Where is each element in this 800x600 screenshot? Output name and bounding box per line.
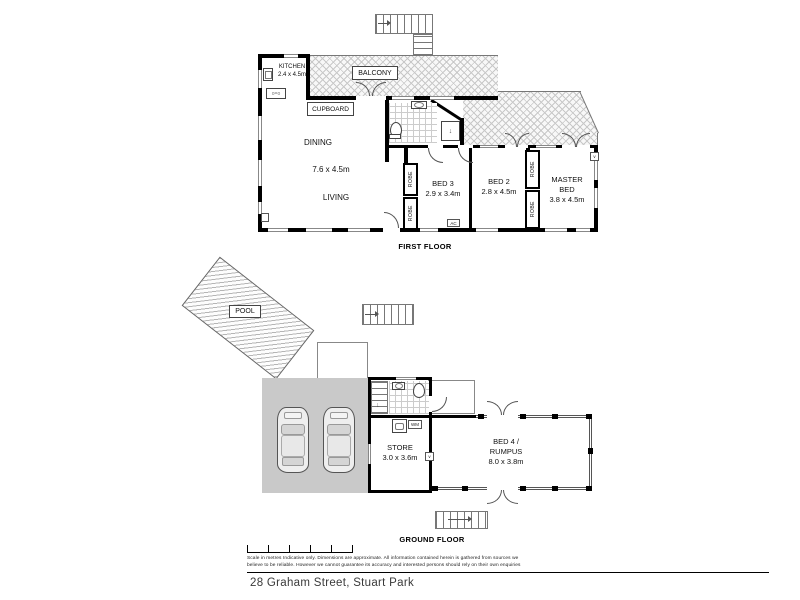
window bbox=[536, 145, 556, 148]
exterior-stairs-lower-icon bbox=[435, 511, 488, 529]
window bbox=[306, 228, 332, 232]
wall-post bbox=[586, 414, 592, 419]
verandah-top-edge bbox=[498, 91, 581, 92]
wall bbox=[368, 377, 371, 418]
window bbox=[420, 228, 438, 232]
toilet-tank-icon bbox=[389, 134, 401, 139]
robe-label: ROBE bbox=[407, 171, 414, 188]
car-rear-window bbox=[328, 457, 350, 466]
pool-label-box: POOL bbox=[229, 305, 261, 318]
verandah-right-edge bbox=[597, 133, 598, 145]
living-dining-dims: 7.6 x 4.5m bbox=[312, 165, 350, 174]
vent-marker: v bbox=[425, 452, 434, 461]
car-rear-window bbox=[282, 457, 304, 466]
disclaimer-line2: believe to be reliable. However we cannot guarantee its accuracy and interested persons should rely on their own enquiries bbox=[247, 563, 521, 568]
internal-stairs-icon bbox=[371, 381, 388, 414]
car-roof bbox=[281, 435, 305, 457]
gf-sink-icon bbox=[392, 382, 405, 390]
stove-icon: o=o bbox=[266, 88, 286, 99]
door-arc bbox=[487, 401, 502, 415]
cupboard-label-box: CUPBOARD bbox=[307, 102, 354, 116]
door-arc bbox=[428, 148, 443, 163]
door-arc bbox=[487, 490, 502, 504]
wall bbox=[368, 490, 432, 493]
wall-post bbox=[520, 414, 526, 419]
wall-post bbox=[586, 486, 592, 491]
first-floor-title: FIRST FLOOR bbox=[398, 242, 452, 251]
window bbox=[284, 54, 298, 58]
wall-post bbox=[432, 486, 438, 491]
disclaimer-line1: Scale in metres Indicative only. Dimensions are approximate. All information contained herein is gathered from sources we bbox=[247, 556, 519, 561]
deck-outline bbox=[317, 342, 368, 379]
gf-toilet-icon bbox=[413, 383, 425, 398]
robe-label: ROBE bbox=[529, 161, 536, 178]
window bbox=[545, 228, 567, 232]
wall-marker bbox=[261, 213, 269, 222]
wm-label-box: WM bbox=[408, 420, 422, 429]
window bbox=[268, 228, 288, 232]
stair-direction-arrow-icon bbox=[468, 516, 472, 522]
window bbox=[430, 96, 454, 100]
robe-label: ROBE bbox=[407, 205, 414, 222]
robe-label: ROBE bbox=[529, 201, 536, 218]
stairs-down-arrow-icon: ↓ bbox=[376, 402, 380, 409]
stair-direction-line bbox=[378, 23, 387, 24]
stair-direction-line bbox=[365, 314, 375, 315]
window bbox=[396, 377, 416, 380]
car-windshield bbox=[327, 424, 351, 435]
stair-direction-arrow-icon bbox=[375, 311, 379, 317]
balcony-top-edge bbox=[310, 55, 498, 56]
living-label: LIVING bbox=[322, 193, 350, 202]
door-opening bbox=[487, 415, 518, 418]
exterior-stairs-upper-turn-icon bbox=[413, 34, 433, 56]
car-roof bbox=[327, 435, 351, 457]
wall-post bbox=[520, 486, 526, 491]
door-arc bbox=[503, 490, 518, 504]
car-hood bbox=[330, 412, 348, 419]
car-icon bbox=[323, 407, 355, 473]
bed4-rumpus-label: BED 4 / RUMPUS 8.0 x 3.8m bbox=[488, 437, 524, 466]
robe-closet bbox=[403, 197, 418, 230]
car-icon bbox=[277, 407, 309, 473]
wall bbox=[368, 415, 432, 418]
window bbox=[392, 96, 414, 100]
door-arc bbox=[384, 212, 399, 228]
stair-direction-arrow-icon bbox=[387, 20, 391, 26]
scale-bar bbox=[247, 545, 353, 553]
bed2-label: BED 2 2.8 x 4.5m bbox=[481, 177, 517, 196]
wall-post bbox=[552, 486, 558, 491]
master-bed-label: MASTER BED 3.8 x 4.5m bbox=[549, 175, 585, 204]
wall bbox=[460, 118, 464, 145]
door-opening bbox=[356, 96, 386, 100]
wall-post bbox=[462, 486, 468, 491]
ac-unit-marker: AC bbox=[447, 219, 460, 227]
kitchen-label: KITCHEN 2.4 x 4.5m bbox=[277, 64, 306, 78]
exterior-stairs-upper-icon bbox=[375, 14, 433, 34]
car-hood bbox=[284, 412, 302, 419]
shower-icon: ↓ bbox=[441, 121, 460, 141]
stair-direction-line bbox=[448, 519, 468, 520]
pool-area bbox=[182, 257, 315, 380]
ground-floor-title: GROUND FLOOR bbox=[399, 535, 465, 544]
window bbox=[258, 160, 262, 186]
bed3-label: BED 3 2.9 x 3.4m bbox=[425, 179, 461, 198]
door-arc bbox=[503, 401, 518, 415]
window bbox=[480, 145, 498, 148]
car-windshield bbox=[281, 424, 305, 435]
wall-post bbox=[552, 414, 558, 419]
vanity-sink-icon bbox=[411, 101, 427, 109]
footer-divider bbox=[247, 572, 769, 573]
window bbox=[476, 228, 498, 232]
store-label: STORE 3.0 x 3.6m bbox=[382, 443, 418, 462]
window bbox=[258, 70, 262, 88]
door-arc bbox=[458, 148, 473, 163]
wall bbox=[432, 415, 476, 418]
window bbox=[258, 116, 262, 140]
wall-post bbox=[588, 448, 593, 454]
balcony-area bbox=[310, 56, 498, 96]
property-address: 28 Graham Street, Stuart Park bbox=[250, 577, 415, 589]
door-opening bbox=[383, 228, 400, 232]
window bbox=[576, 228, 590, 232]
window bbox=[348, 228, 370, 232]
dining-label: DINING bbox=[304, 138, 332, 147]
washing-machine-icon bbox=[392, 419, 407, 433]
wall-post bbox=[478, 414, 484, 419]
balcony-label-box: BALCONY bbox=[352, 66, 398, 80]
vent-marker: v bbox=[590, 152, 599, 161]
